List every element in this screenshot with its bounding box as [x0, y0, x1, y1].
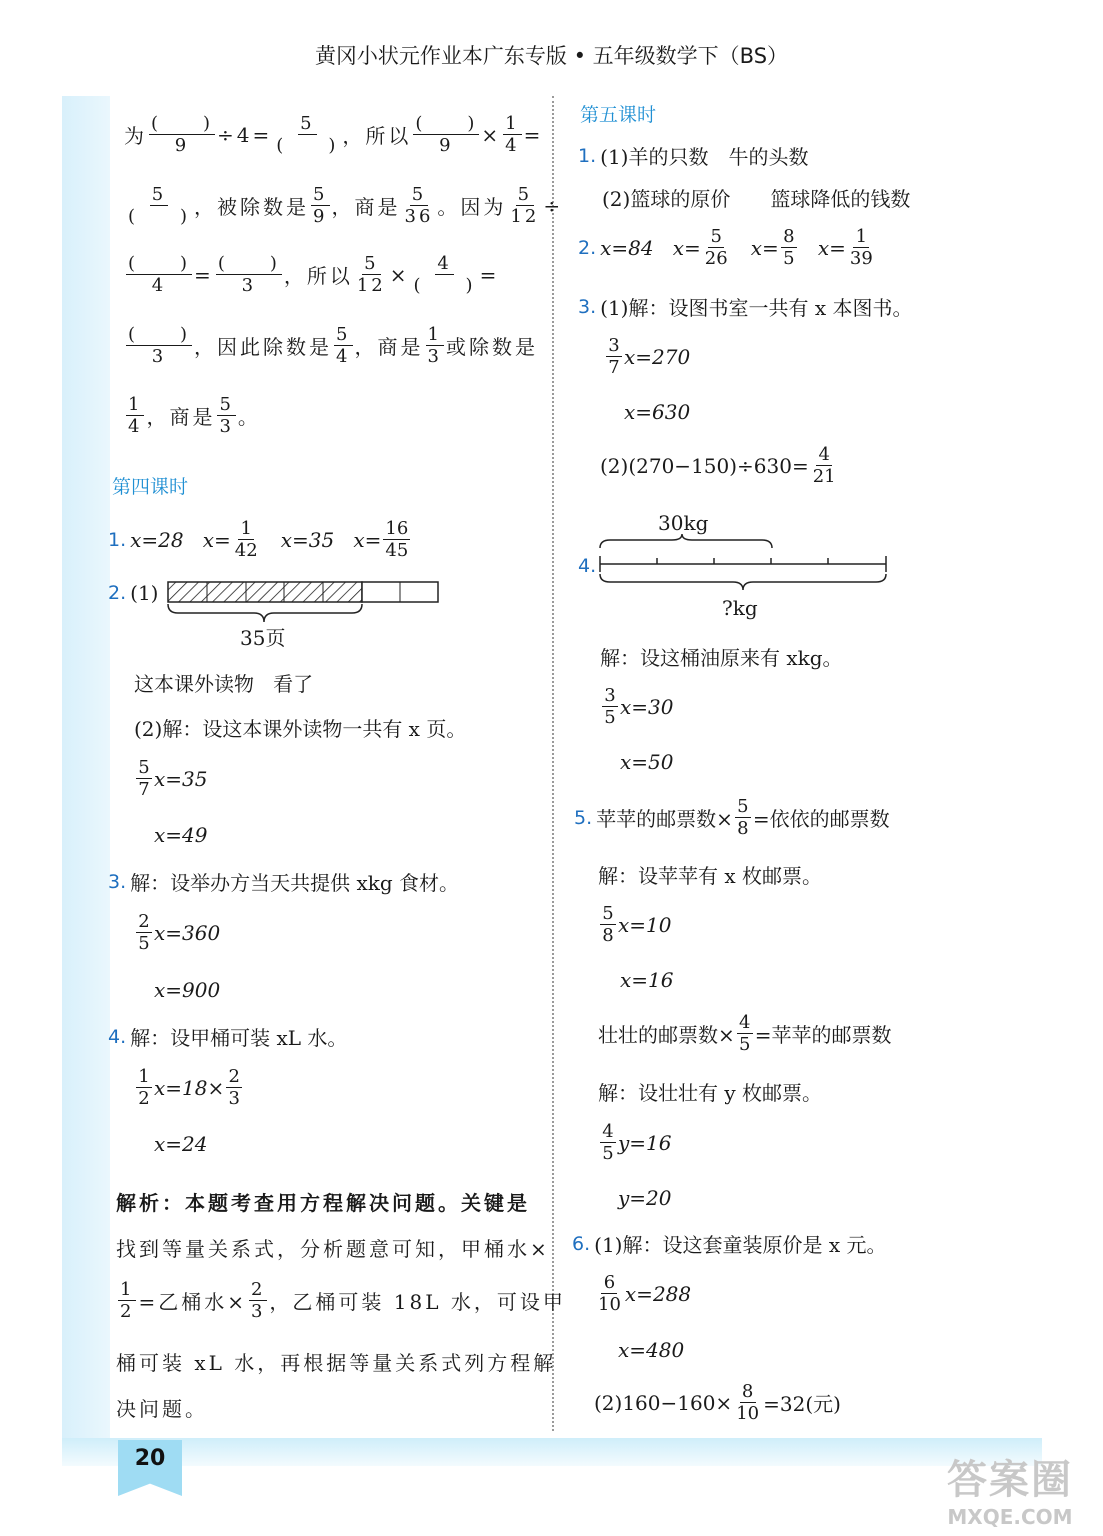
q5-1: 1. (1)羊的只数 牛的头数 — [578, 144, 809, 169]
fraction: $\frac{5}{8}$ — [600, 903, 616, 946]
oil-bottom-label: ?kg — [722, 596, 758, 620]
q4-4: 4. 解：设甲桶可装 xL 水。 — [108, 1025, 348, 1050]
left-para-line1: 为 $\frac{( )}{9}$ ÷4= $\frac{5}{( )}$ ，所以 $\frac{( )}{9}$ × $\frac{1}{4}$ = — [124, 113, 544, 156]
fraction: $\frac{5}{12}$ — [356, 253, 386, 296]
bar-label: 35页 — [240, 626, 286, 650]
q5-5-line2: 壮壮的邮票数× $\frac{4}{5}$ =苹苹的邮票数 — [598, 1012, 892, 1055]
fraction: $\frac{( )}{3}$ — [128, 324, 191, 367]
fraction: $\frac{3}{5}$ — [602, 685, 618, 728]
fraction: $\frac{( )}{4}$ — [128, 253, 191, 296]
q5-4-eq2: x=50 — [620, 750, 674, 774]
q5-3-eq1: $\frac{3}{7}$ x=270 — [604, 335, 690, 378]
q4-4-eq2: x=24 — [154, 1132, 208, 1156]
left-para-line3: $\frac{( )}{4}$ = $\frac{( )}{3}$ ，所以 $\frac{5}{12}$ × $\frac{4}{( )}$ = — [128, 253, 500, 296]
q5-4-text: 解：设这桶油原来有 xkg。 — [600, 646, 843, 670]
q5-3-sub2: (2)(270−150)÷630= $\frac{4}{21}$ — [600, 444, 836, 487]
analysis-line4: 桶可装 xL 水，再根据等量关系式列方程解 — [116, 1351, 557, 1375]
q4-2-eq2: x=49 — [154, 823, 208, 847]
brace — [168, 604, 362, 622]
q5-5-eq2: x=16 — [620, 968, 674, 992]
fraction: $\frac{5}{12}$ — [510, 184, 540, 227]
oil-top-label: 30kg — [658, 511, 709, 535]
watermark: 答案圈 MXQE.COM — [947, 1457, 1073, 1529]
q4-2-eq1: $\frac{5}{7}$ x=35 — [134, 757, 208, 800]
q5-5-t1: 解：设苹苹有 x 枚邮票。 — [598, 864, 822, 888]
q5-5-t2: 解：设壮壮有 y 枚邮票。 — [598, 1081, 823, 1105]
q5-3: 3. (1)解：设图书室一共有 x 本图书。 — [578, 295, 913, 320]
left-decor-bar — [62, 96, 110, 1441]
q5-6: 6. (1)解：设这套童装原价是 x 元。 — [572, 1232, 887, 1257]
q5-6-eq2: x=480 — [618, 1338, 685, 1362]
fraction: $\frac{( )}{9}$ — [415, 113, 478, 156]
q4-2-sub2: (2)解：设这本课外读物一共有 x 页。 — [134, 717, 467, 741]
fraction: $\frac{1}{4}$ — [505, 113, 520, 156]
fraction: $\frac{5}{36}$ — [404, 184, 434, 227]
top-brace — [600, 534, 772, 548]
q4-3-eq2: x=900 — [154, 978, 221, 1002]
bottom-decor-bar — [62, 1438, 1042, 1466]
fraction: $\frac{1}{42}$ — [234, 518, 258, 561]
fraction: $\frac{1}{3}$ — [427, 324, 442, 367]
fraction: $\frac{5}{4}$ — [336, 324, 351, 367]
fraction: $\frac{( )}{3}$ — [217, 253, 280, 296]
fraction: $\frac{5}{( )}$ — [276, 113, 339, 156]
bar-diagram-pages — [166, 580, 442, 648]
q5-6-sub2: (2)160−160× $\frac{8}{10}$ =32(元) — [594, 1381, 841, 1424]
fraction: $\frac{1}{4}$ — [128, 394, 143, 437]
fraction: $\frac{2}{3}$ — [226, 1066, 242, 1109]
q4-2-fill: 这本课外读物 看了 — [134, 672, 314, 696]
fraction: $\frac{5}{8}$ — [735, 796, 751, 839]
fraction: $\frac{1}{39}$ — [849, 226, 873, 269]
fraction: $\frac{4}{5}$ — [737, 1012, 753, 1055]
fraction: $\frac{5}{3}$ — [219, 394, 234, 437]
analysis-line2: 找到等量关系式，分析题意可知，甲桶水× — [116, 1237, 550, 1261]
left-para-line2: $\frac{5}{( )}$ ，被除数是 $\frac{5}{9}$ ，商是 $\frac{5}{36}$ 。因为 $\frac{5}{12}$ ÷ — [128, 184, 564, 227]
q5-1-line2: (2)篮球的原价 篮球降低的钱数 — [602, 187, 911, 211]
fraction: $\frac{5}{26}$ — [704, 226, 728, 269]
analysis-line1: 解析：本题考查用方程解决问题。关键是 — [116, 1191, 530, 1215]
column-divider — [552, 96, 554, 1431]
fraction: $\frac{1}{2}$ — [120, 1279, 135, 1322]
fraction: $\frac{( )}{9}$ — [151, 113, 214, 156]
section-title-4: 第四课时 — [112, 476, 189, 498]
page-header: 黄冈小状元作业本广东专版 • 五年级数学下（BS） — [314, 44, 789, 68]
fraction: $\frac{5}{7}$ — [136, 757, 152, 800]
fraction: $\frac{4}{5}$ — [600, 1121, 616, 1164]
oil-line-diagram — [594, 532, 894, 594]
q4-4-eq1: $\frac{1}{2}$ x=18× $\frac{2}{3}$ — [134, 1066, 244, 1109]
fraction: $\frac{4}{( )}$ — [413, 253, 476, 296]
fraction: $\frac{2}{3}$ — [250, 1279, 266, 1322]
fraction: $\frac{16}{45}$ — [385, 518, 409, 561]
q5-2: 2. x=84 x= $\frac{5}{26}$ x= $\frac{8}{5}$ x= $\frac{1}{39}$ — [578, 226, 873, 269]
fraction: $\frac{4}{21}$ — [812, 444, 836, 487]
read-portion — [168, 582, 362, 602]
left-para-line4: $\frac{( )}{3}$ ，因此除数是 $\frac{5}{4}$ ，商是 $\frac{1}{3}$ 或除数是 — [128, 324, 538, 367]
fraction: $\frac{1}{2}$ — [136, 1066, 152, 1109]
q5-5-eq1: $\frac{5}{8}$ x=10 — [598, 903, 672, 946]
analysis-line5: 决问题。 — [116, 1397, 208, 1421]
q4-3-eq1: $\frac{2}{5}$ x=360 — [134, 911, 220, 954]
q5-5: 5. 苹苹的邮票数× $\frac{5}{8}$ =依依的邮票数 — [574, 796, 890, 839]
q5-5-eq3: $\frac{4}{5}$ y=16 — [598, 1121, 672, 1164]
fraction: $\frac{8}{10}$ — [736, 1381, 760, 1424]
fraction: $\frac{3}{7}$ — [606, 335, 622, 378]
fraction: $\frac{6}{10}$ — [598, 1272, 621, 1315]
q5-5-eq4: y=20 — [618, 1186, 672, 1210]
analysis-line3: $\frac{1}{2}$ =乙桶水× $\frac{2}{3}$ ，乙桶可装 18L 水，可设甲 — [120, 1279, 566, 1322]
section-title-5: 第五课时 — [580, 104, 657, 126]
bottom-brace — [600, 574, 886, 590]
q4-3: 3. 解：设举办方当天共提供 xkg 食材。 — [108, 870, 460, 895]
q4-1: 1. x=28 x= $\frac{1}{42}$ x=35 x= $\frac{16}{45}$ — [108, 518, 409, 561]
q5-3-eq2: x=630 — [624, 400, 691, 424]
fraction: $\frac{5}{9}$ — [313, 184, 328, 227]
q4-2: 2. (1) — [108, 581, 159, 605]
fraction: $\frac{8}{5}$ — [781, 226, 797, 269]
page-number: 20 — [134, 1446, 166, 1471]
fraction: $\frac{5}{( )}$ — [128, 184, 191, 227]
q5-6-eq1: $\frac{6}{10}$ x=288 — [598, 1272, 692, 1315]
fraction: $\frac{2}{5}$ — [136, 911, 152, 954]
q5-4-eq1: $\frac{3}{5}$ x=30 — [600, 685, 674, 728]
q5-4: 4. — [578, 555, 597, 577]
left-para-line5: $\frac{1}{4}$ ，商是 $\frac{5}{3}$ 。 — [128, 394, 261, 437]
